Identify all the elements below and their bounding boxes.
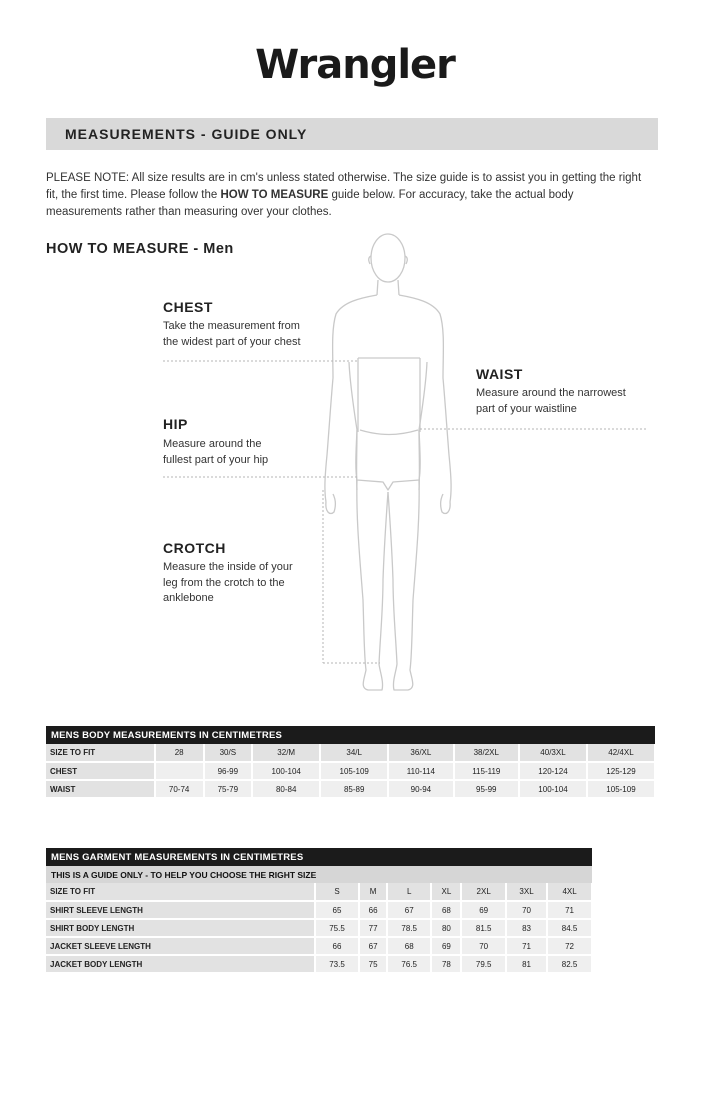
column-header: 2XL: [461, 883, 506, 901]
table-cell: 105-109: [587, 780, 655, 798]
column-header: SIZE TO FIT: [46, 883, 315, 901]
wrangler-logo: Wrangler: [255, 42, 455, 88]
column-header: 34/L: [320, 744, 388, 762]
hip-label: HIP: [163, 416, 188, 432]
chest-desc-line-2: the widest part of your chest: [163, 335, 301, 348]
table-cell: 90-94: [388, 780, 453, 798]
waist-desc-line-2: part of your waistline: [476, 402, 577, 415]
table-cell: 100-104: [252, 762, 320, 780]
table-cell: 66: [315, 937, 360, 955]
note-emphasis: HOW TO MEASURE: [220, 189, 329, 201]
column-header: 42/4XL: [587, 744, 655, 762]
waist-desc-line-1: Measure around the narrowest: [476, 387, 626, 399]
table-cell: 125-129: [587, 762, 655, 780]
table-cell: 84.5: [547, 919, 592, 937]
table-cell: 73.5: [315, 955, 360, 973]
table-cell: 82.5: [547, 955, 592, 973]
table-row: [46, 919, 592, 937]
column-header: 28: [155, 744, 204, 762]
table-cell: 68: [387, 937, 432, 955]
table-row: [46, 955, 592, 973]
note-prefix: PLEASE NOTE: All size results are in cm's unless stated otherwise. The size guide is to assist you in getting the right fit, the first time. Please follow the: [46, 172, 642, 201]
table-cell: 68: [431, 901, 461, 919]
table-cell: 81: [506, 955, 547, 973]
table-cell: 110-114: [388, 762, 453, 780]
table-cell: 81.5: [461, 919, 506, 937]
table-title-row: [46, 848, 592, 866]
table-cell: 71: [506, 937, 547, 955]
section-title: MEASUREMENTS - GUIDE ONLY: [65, 126, 308, 142]
table-cell: SHIRT BODY LENGTH: [46, 919, 315, 937]
table-row: [46, 937, 592, 955]
table-cell: 80: [431, 919, 461, 937]
hip-desc-line-2: fullest part of your hip: [163, 453, 269, 466]
table-subtitle-row: [46, 866, 592, 883]
table-cell: 105-109: [320, 762, 388, 780]
crotch-desc-line-1: Measure the inside of your: [163, 561, 293, 573]
column-header: 40/3XL: [519, 744, 587, 762]
table-cell: 95-99: [454, 780, 519, 798]
crotch-description: [163, 560, 293, 607]
chest-label: CHEST: [163, 299, 213, 315]
hip-description: [163, 437, 268, 468]
column-header: 3XL: [506, 883, 547, 901]
note-suffix: guide below. For accuracy, take the actual body measurements rather than measuring over your clothes.: [46, 189, 574, 218]
male-silhouette-icon: [325, 234, 451, 690]
table-cell: WAIST: [46, 780, 155, 798]
table-cell: 96-99: [204, 762, 253, 780]
waist-description: [476, 386, 626, 417]
table-cell: 71: [547, 901, 592, 919]
table-cell: [155, 762, 204, 780]
table-cell: 70: [461, 937, 506, 955]
table-cell: 85-89: [320, 780, 388, 798]
table-header-row: [46, 744, 655, 762]
column-header: 30/S: [204, 744, 253, 762]
table-cell: 115-119: [454, 762, 519, 780]
table-cell: 72: [547, 937, 592, 955]
column-header: SIZE TO FIT: [46, 744, 155, 762]
crotch-desc-line-3: anklebone: [163, 592, 214, 604]
chest-desc-line-1: Take the measurement from: [163, 320, 300, 332]
table-cell: 120-124: [519, 762, 587, 780]
column-header: L: [387, 883, 432, 901]
table-cell: 78: [431, 955, 461, 973]
how-to-measure-title: HOW TO MEASURE - Men: [46, 241, 234, 257]
table-cell: 65: [315, 901, 360, 919]
table-header-row: [46, 883, 592, 901]
table-cell: 70: [506, 901, 547, 919]
table-row: [46, 780, 655, 798]
column-header: 38/2XL: [454, 744, 519, 762]
table-cell: CHEST: [46, 762, 155, 780]
chest-description: [163, 319, 301, 350]
table-cell: JACKET BODY LENGTH: [46, 955, 315, 973]
garment-table-subtitle: THIS IS A GUIDE ONLY - TO HELP YOU CHOOSE THE RIGHT SIZE: [46, 866, 592, 883]
table-cell: JACKET SLEEVE LENGTH: [46, 937, 315, 955]
table-row: [46, 901, 592, 919]
column-header: 36/XL: [388, 744, 453, 762]
table-cell: 75.5: [315, 919, 360, 937]
table-row: [46, 762, 655, 780]
table-cell: 70-74: [155, 780, 204, 798]
column-header: XL: [431, 883, 461, 901]
table-cell: 79.5: [461, 955, 506, 973]
table-cell: 78.5: [387, 919, 432, 937]
table-cell: 67: [359, 937, 387, 955]
table-cell: 83: [506, 919, 547, 937]
table-cell: 69: [461, 901, 506, 919]
garment-measurements-table: [46, 848, 593, 974]
table-cell: 75-79: [204, 780, 253, 798]
table-cell: 100-104: [519, 780, 587, 798]
table-cell: 80-84: [252, 780, 320, 798]
body-measurements-table: [46, 726, 656, 799]
crotch-label: CROTCH: [163, 540, 226, 556]
table-cell: 75: [359, 955, 387, 973]
waist-label: WAIST: [476, 366, 523, 382]
table-cell: 77: [359, 919, 387, 937]
column-header: S: [315, 883, 360, 901]
body-table-title: MENS BODY MEASUREMENTS IN CENTIMETRES: [46, 726, 655, 744]
table-cell: 69: [431, 937, 461, 955]
garment-table-title: MENS GARMENT MEASUREMENTS IN CENTIMETRES: [46, 848, 592, 866]
column-header: 4XL: [547, 883, 592, 901]
hip-desc-line-1: Measure around the: [163, 438, 262, 450]
table-cell: 66: [359, 901, 387, 919]
table-cell: 76.5: [387, 955, 432, 973]
crotch-desc-line-2: leg from the crotch to the: [163, 576, 285, 589]
table-cell: 67: [387, 901, 432, 919]
column-header: M: [359, 883, 387, 901]
table-cell: SHIRT SLEEVE LENGTH: [46, 901, 315, 919]
table-title-row: [46, 726, 655, 744]
column-header: 32/M: [252, 744, 320, 762]
